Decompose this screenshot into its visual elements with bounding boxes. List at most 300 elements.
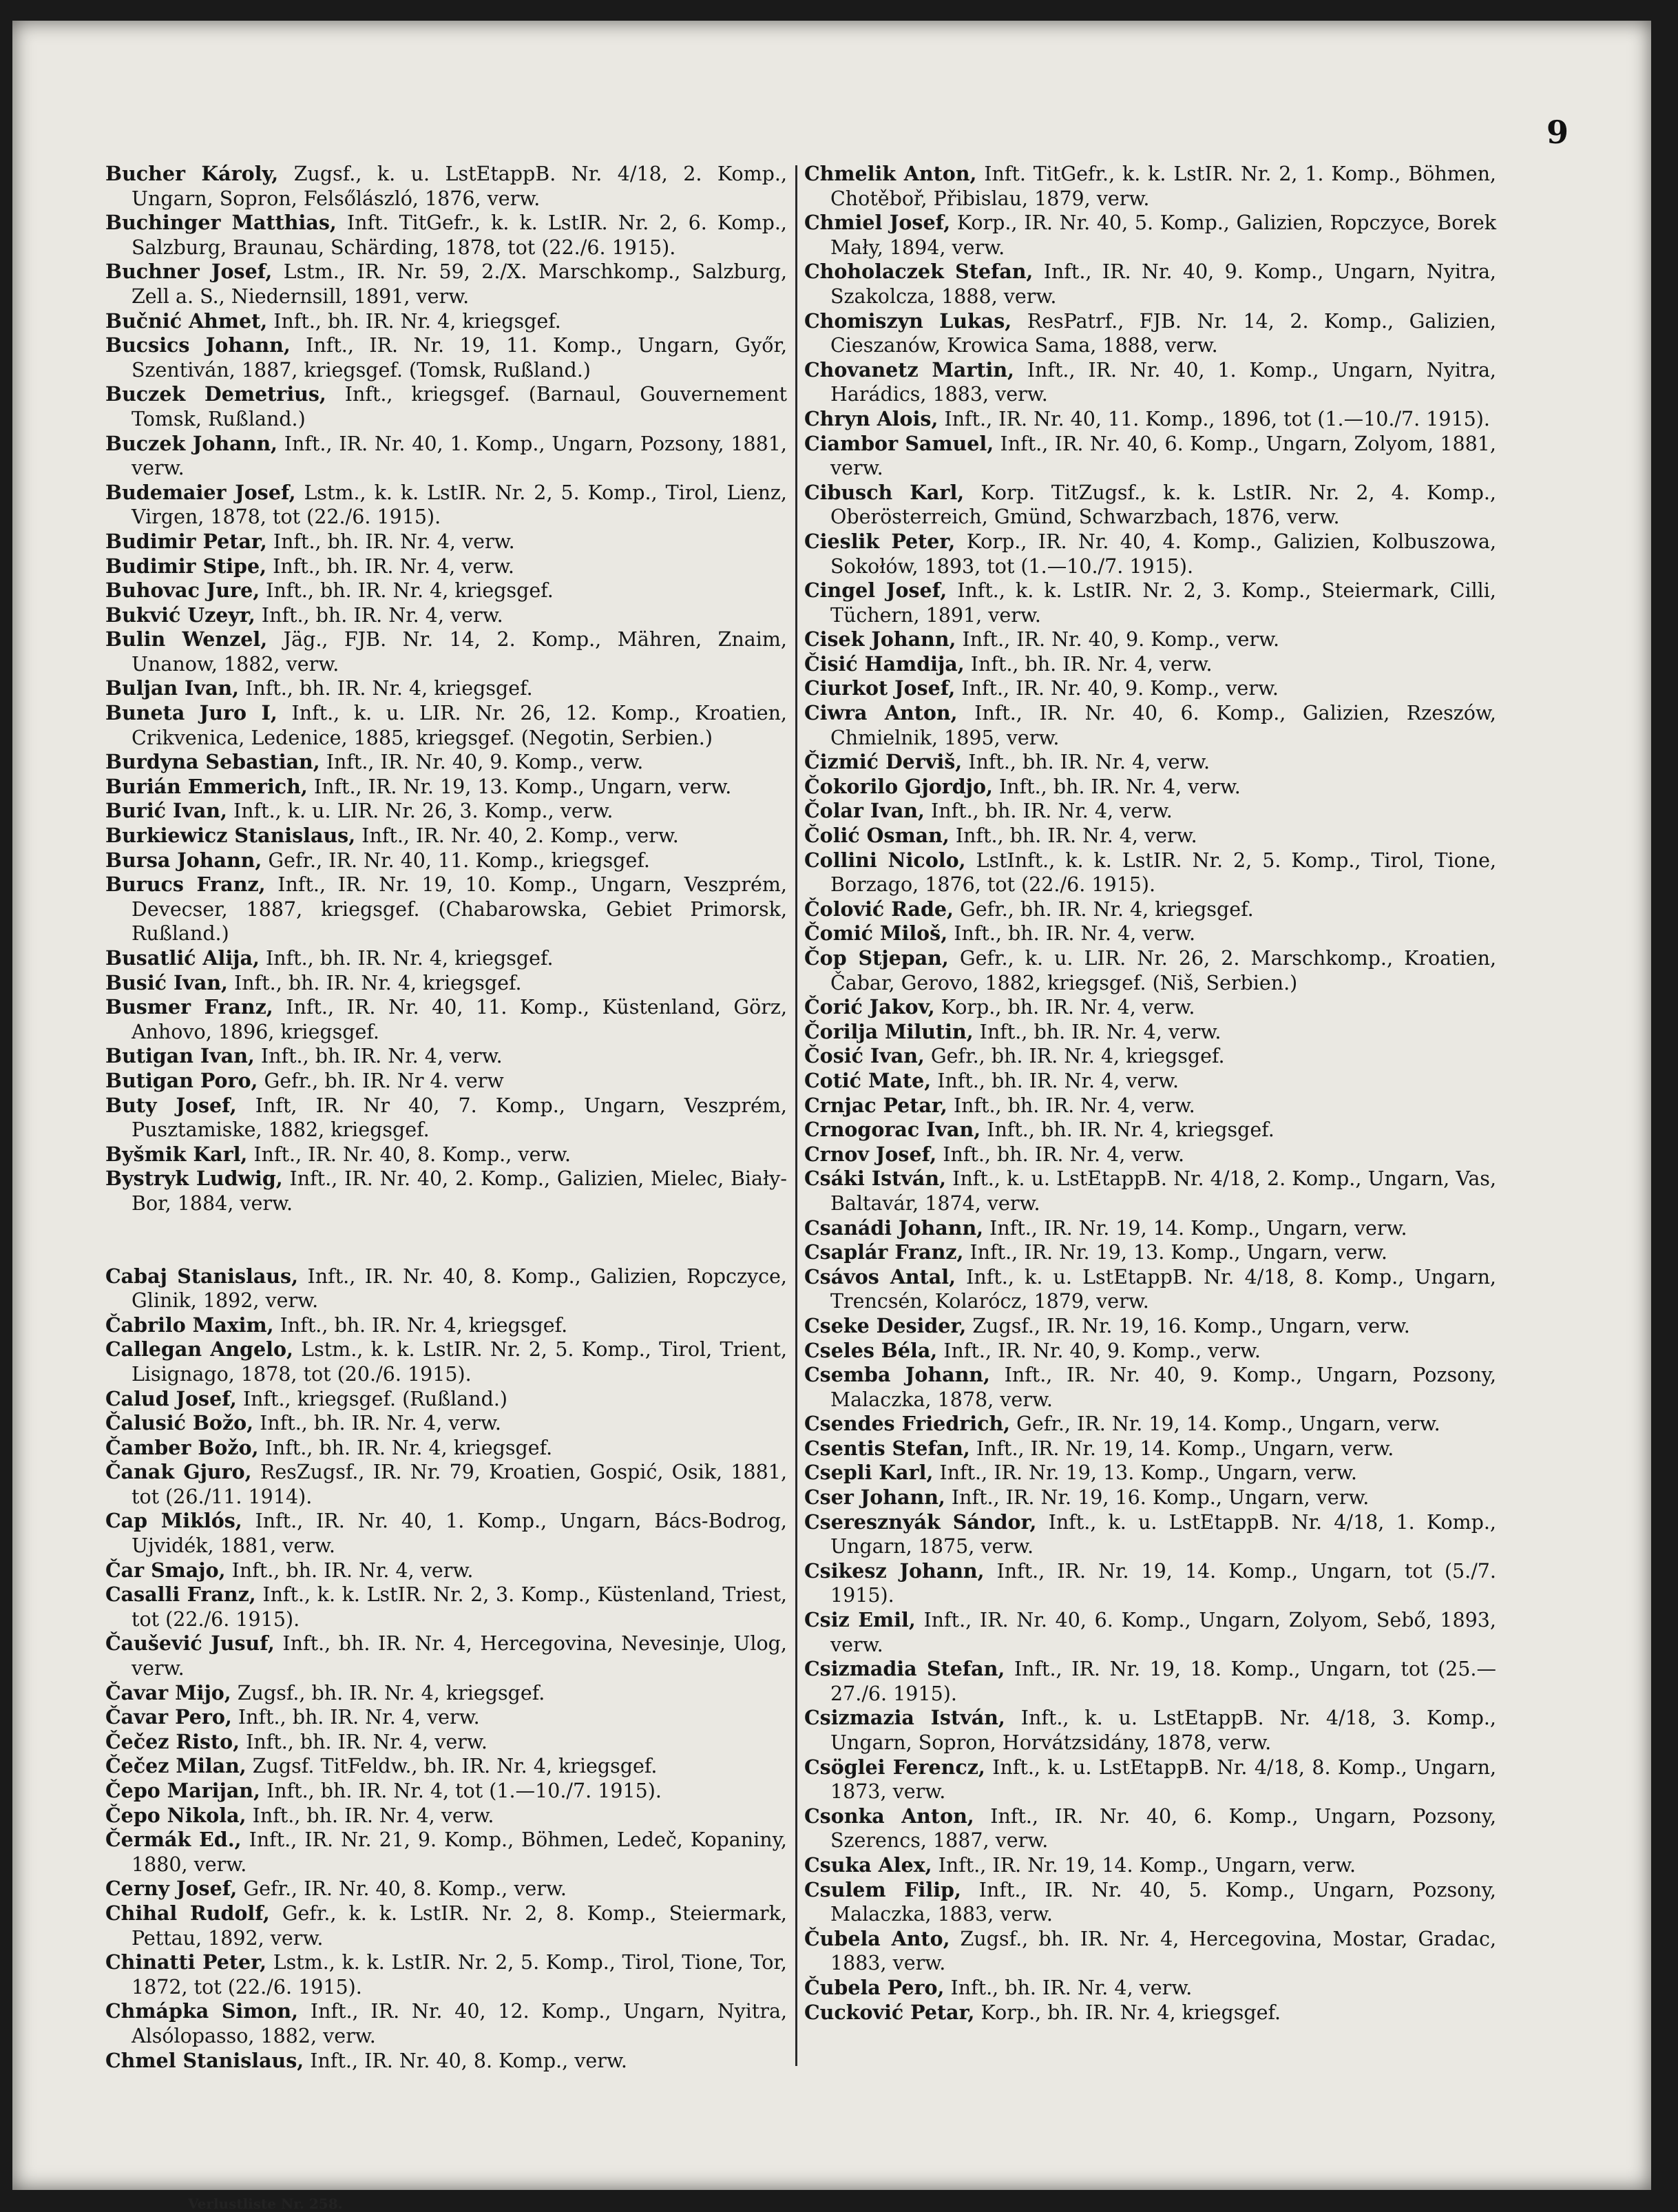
entry-name: Cotić Mate, [804,1068,932,1092]
page-number: 9 [1546,114,1569,151]
list-entry [105,1754,787,1779]
entry-name: Bulin Wenzel, [105,627,268,651]
list-entry [105,382,787,431]
list-entry [804,481,1496,530]
column-divider [795,165,797,2066]
entry-name: Čokorilo Gjordjo, [804,774,993,798]
list-entry [804,1608,1496,1657]
entry-name: Čorilja Milutin, [804,1019,974,1043]
entry-details: Inft. TitGefr., k. k. LstIR. Nr. 2, 1. Komp., Böhmen, Chotěboř, Přibislau, 1879, verw. [830,163,1496,210]
entry-name: Cingel Josef, [804,578,947,603]
entry-details: Inft., IR. Nr. 19, 14. Komp., Ungarn, verw. [932,1853,1356,1877]
entry-name: Čomić Miloš, [804,921,948,946]
entry-details: Gefr., bh. IR. Nr 4. verw [258,1069,504,1092]
entry-details: Inft., bh. IR. Nr. 4, verw. [255,603,503,627]
entry-name: Burdyna Sebastian, [105,750,320,774]
list-entry [105,1069,787,1094]
entry-details: Inft., IR. Nr. 19, 18. Komp., Ungarn, tot (25.—27./6. 1915). [830,1658,1496,1705]
entry-details: Zugsf., bh. IR. Nr. 4, Hercegovina, Mostar, Gradac, 1883, verw. [830,1927,1497,1975]
entry-details: Inft., k. k. LstIR. Nr. 2, 3. Komp., Steiermark, Cilli, Tüchern, 1891, verw. [830,579,1496,627]
entry-details: Zugsf. TitFeldw., bh. IR. Nr. 4, kriegsgef. [246,1755,658,1778]
entry-name: Csepli Karl, [804,1461,934,1485]
entry-details: Inft., bh. IR. Nr. 4, verw. [947,1094,1195,1117]
entry-name: Chihal Rudolf, [105,1901,270,1925]
entry-details: Jäg., FJB. Nr. 14, 2. Komp., Mähren, Znaim, Unanow, 1882, verw. [132,628,787,676]
list-entry [105,530,787,554]
entry-name: Buhovac Jure, [105,578,260,603]
entry-details: Inft., bh. IR. Nr. 4, verw. [992,775,1241,798]
entry-name: Čubela Pero, [804,1975,945,1999]
entry-details: Korp., IR. Nr. 40, 5. Komp., Galizien, Ropczyce, Borek Mały, 1894, verw. [830,211,1496,259]
column-right [804,162,1496,2025]
entry-name: Čisić Hamdija, [804,651,965,676]
list-entry [804,1804,1496,1853]
entry-details: Inft., bh. IR. Nr. 4, verw. [947,922,1196,946]
entry-name: Čabrilo Maxim, [105,1313,274,1337]
entry-name: Csuka Alex, [804,1853,932,1877]
entry-name: Busić Ivan, [105,970,228,994]
entry-details: Gefr., IR. Nr. 40, 8. Komp., verw. [237,1877,567,1901]
entry-details: Inft., IR. Nr. 19, 14. Komp., Ungarn, verw. [969,1437,1394,1460]
entry-name: Chmel Stanislaus, [105,2048,304,2072]
list-entry [804,260,1496,309]
entry-details: Inft., IR. Nr. 19, 13. Komp., Ungarn, verw. [963,1241,1387,1264]
section-gap [105,1216,787,1264]
entry-name: Csöglei Ferencz, [804,1755,985,1779]
entry-name: Csendes Friedrich, [804,1412,1011,1436]
entry-details: Inft., IR. Nr. 40, 9. Komp., verw. [937,1339,1261,1362]
list-entry [105,1264,787,1313]
entry-details: Inft., IR. Nr. 40, 5. Komp., Ungarn, Pozsony, Malaczka, 1883, verw. [830,1878,1496,1926]
entry-details: Inft., IR. Nr. 40, 1. Komp., Ungarn, Pozsony, 1881, verw. [132,432,787,480]
entry-details: Inft., kriegsgef. (Barnaul, Gouvernement Tomsk, Rußland.) [132,383,788,430]
entry-details: Inft., k. u. LIR. Nr. 26, 3. Komp., verw. [227,800,613,823]
entry-details: Inft., bh. IR. Nr. 4, verw. [949,824,1197,848]
entry-name: Busatlić Alija, [105,946,260,970]
entry-name: Chmápka Simon, [105,1999,299,2023]
entry-details: Inft., IR. Nr. 40, 6. Komp., Ungarn, Zolyom, Sebő, 1893, verw. [830,1609,1496,1656]
entry-details: Inft., bh. IR. Nr. 4, kriegsgef. [980,1118,1275,1142]
entry-name: Casalli Franz, [105,1583,256,1607]
entry-details: Gefr., IR. Nr. 40, 11. Komp., kriegsgef. [262,848,650,872]
entry-name: Buljan Ivan, [105,676,240,700]
entry-name: Čamber Božo, [105,1435,259,1459]
entry-details: Inft., bh. IR. Nr. 4, verw. [240,1730,487,1753]
entry-name: Čar Smajo, [105,1558,226,1582]
list-entry [105,1631,787,1680]
list-entry [804,1510,1496,1559]
list-entry [105,1411,787,1436]
list-entry [804,921,1496,946]
entry-name: Csanádi Johann, [804,1215,984,1240]
list-entry [804,1461,1496,1485]
list-entry [105,309,787,334]
entry-name: Csizmadia Stefan, [804,1657,1005,1681]
entry-details: ResZugsf., IR. Nr. 79, Kroatien, Gospić, Osik, 1881, tot (26./11. 1914). [132,1461,787,1508]
entry-name: Cieslik Peter, [804,529,956,553]
entry-details: Inft., bh. IR. Nr. 4, verw. [246,1804,494,1827]
entry-details: Inft., k. u. LstEtappB. Nr. 4/18, 8. Komp., Ungarn, 1873, verw. [830,1755,1496,1804]
list-entry [105,824,787,848]
list-entry [105,1681,787,1706]
entry-details: Inft., bh. IR. Nr. 4, verw. [253,1412,501,1435]
entry-name: Cser Johann, [804,1485,945,1510]
entry-details: Zugsf., k. u. LstEtappB. Nr. 4/18, 2. Komp., Ungarn, Sopron, Felsőlászló, 1876, verw. [132,163,788,210]
list-entry [804,1755,1496,1804]
entry-details: Inft., bh. IR. Nr. 4, verw. [973,1020,1221,1043]
entry-name: Čizmić Derviš, [804,750,963,774]
list-entry [804,1118,1496,1142]
entry-details: Inft., bh. IR. Nr. 4, verw. [225,1558,474,1582]
list-entry [105,1142,787,1167]
entry-details: Inft., bh. IR. Nr. 4, kriegsgef. [258,1436,553,1459]
list-entry [105,554,787,579]
entry-details: Inft., IR. Nr. 40, 9. Komp., verw. [319,751,644,774]
entry-name: Čolar Ivan, [804,799,925,823]
entry-name: Csemba Johann, [804,1363,990,1387]
list-entry [105,1337,787,1386]
entry-name: Čosić Ivan, [804,1044,925,1068]
entry-name: Csulem Filip, [804,1877,961,1901]
entry-details: Inft., IR. Nr. 40, 2. Komp., Galizien, Mielec, Biały-Bor, 1884, verw. [132,1167,787,1215]
entry-name: Burić Ivan, [105,799,227,823]
entry-details: Inft., IR. Nr. 19, 11. Komp., Ungarn, Győr, Szentiván, 1887, kriegsgef. (Tomsk, Rußland.) [132,334,788,382]
entry-details: Korp., IR. Nr. 40, 4. Komp., Galizien, Kolbuszowa, Sokołów, 1893, tot (1.—10./7. 1915). [830,530,1497,578]
list-entry [804,799,1496,824]
entry-details: Inft., IR. Nr. 40, 9. Komp., Ungarn, Pozsony, Malaczka, 1878, verw. [830,1364,1496,1411]
entry-details: Inft., IR. Nr. 40, 8. Komp., verw. [304,2049,627,2072]
list-entry [105,1999,787,2048]
entry-details: Gefr., bh. IR. Nr. 4, kriegsgef. [924,1045,1225,1068]
entry-details: Inft., IR. Nr. 40, 8. Komp., Galizien, Ropczyce, Glinik, 1892, verw. [132,1264,787,1313]
entry-name: Burián Emmerich, [105,774,308,798]
entry-name: Cerny Josef, [105,1877,238,1901]
list-entry [804,824,1496,848]
entry-name: Chmiel Josef, [804,211,951,235]
entry-details: Gefr., k. k. LstIR. Nr. 2, 8. Komp., Steiermark, Pettau, 1892, verw. [132,1901,787,1950]
list-entry [804,2001,1496,2025]
list-entry [804,1314,1496,1339]
entry-name: Cseke Desider, [804,1313,967,1337]
entry-details: Inft., bh. IR. Nr. 4, tot (1.—10./7. 1915). [260,1780,662,1802]
list-entry [804,676,1496,701]
entry-details: Inft., IR. Nr. 40, 9. Komp., verw. [955,677,1279,700]
scanned-page [12,21,1651,2212]
list-entry [804,1412,1496,1437]
entry-details: Inft., bh. IR. Nr. 4, verw. [944,1976,1193,1999]
entry-name: Čolić Osman, [804,824,950,848]
entry-name: Csáki István, [804,1167,947,1191]
list-entry [804,750,1496,775]
entry-name: Čanak Gjuro, [105,1460,252,1484]
list-entry [105,1705,787,1730]
entry-details: Inft., IR. Nr. 40, 6. Komp., Ungarn, Pozsony, Szerencs, 1887, verw. [830,1804,1497,1853]
entry-name: Buchinger Matthias, [105,211,337,235]
list-entry [804,1339,1496,1364]
entry-details: Inft., IR. Nr. 40, 8. Komp., verw. [247,1142,571,1166]
entry-details: Inft., IR. Nr. 40, 9. Komp., Ungarn, Nyitra, Szakolcza, 1888, verw. [830,260,1496,308]
list-entry [804,1240,1496,1265]
entry-details: Lstm., k. k. LstIR. Nr. 2, 5. Komp., Tirol, Lienz, Virgen, 1878, tot (22./6. 1915). [132,481,787,529]
list-entry [804,701,1496,750]
list-entry [804,530,1496,578]
list-entry [105,627,787,676]
list-entry [105,676,787,701]
entry-name: Chinatti Peter, [105,1950,267,1974]
entry-details: Inft., IR. Nr. 19, 14. Komp., Ungarn, verw. [983,1216,1407,1240]
entry-name: Cibusch Karl, [804,480,965,504]
entry-details: Inft., bh. IR. Nr. 4, kriegsgef. [259,947,554,970]
list-entry [804,309,1496,358]
entry-details: Inft., k. u. LstEtappB. Nr. 4/18, 2. Komp., Ungarn, Vas, Baltavár, 1874, verw. [830,1167,1496,1215]
entry-name: Bucsics Johann, [105,333,291,357]
entry-name: Buczek Demetrius, [105,382,326,406]
entry-details: Inft., bh. IR. Nr. 4, verw. [266,530,515,553]
entry-name: Crnogorac Ivan, [804,1118,981,1142]
list-entry [105,971,787,996]
entry-name: Chovanetz Martin, [804,357,1014,382]
entry-name: Callegan Angelo, [105,1337,293,1361]
entry-details: Inft., bh. IR. Nr. 4, kriegsgef. [267,309,561,333]
list-entry [105,775,787,800]
list-entry [804,1216,1496,1241]
entry-details: Inft., bh. IR. Nr. 4, kriegsgef. [273,1313,568,1337]
list-entry [804,578,1496,627]
list-entry [105,1460,787,1509]
entry-details: Inft., bh. IR. Nr. 4, verw. [924,800,1173,823]
entry-details: Inft., IR. Nr. 19, 13. Komp., Ungarn, verw. [933,1461,1357,1485]
entry-name: Csentis Stefan, [804,1436,970,1460]
entry-name: Chmelik Anton, [804,162,977,185]
list-entry [105,2049,787,2074]
entry-details: Korp., bh. IR. Nr. 4, verw. [934,996,1195,1019]
list-entry [804,1853,1496,1878]
list-entry [105,333,787,382]
entry-name: Čavar Mijo, [105,1680,231,1704]
list-entry [804,1485,1496,1510]
list-entry [105,799,787,824]
entry-name: Buczek Johann, [105,431,277,455]
entry-name: Cseresznyák Sándor, [804,1510,1037,1534]
list-entry [804,1706,1496,1755]
list-entry [804,1265,1496,1314]
list-entry [105,1167,787,1215]
list-entry [804,432,1496,481]
list-entry [105,1509,787,1558]
entry-details: Inft., kriegsgef. (Rußland.) [236,1387,507,1410]
entry-name: Csikesz Johann, [804,1558,985,1583]
list-entry [105,1950,787,1999]
list-entry [804,407,1496,432]
list-entry [105,1804,787,1828]
entry-name: Burucs Franz, [105,873,266,897]
entry-details: Inft., k. u. LstEtappB. Nr. 4/18, 1. Komp., Ungarn, 1875, verw. [830,1510,1496,1558]
entry-name: Bukvić Uzeyr, [105,603,255,627]
entry-name: Crnjac Petar, [804,1093,947,1117]
list-entry [804,946,1496,995]
list-entry [105,1730,787,1755]
entry-details: Inft., bh. IR. Nr. 4, verw. [962,751,1210,774]
entry-name: Budemaier Josef, [105,480,296,504]
list-entry [804,1878,1496,1927]
entry-details: Inft., IR. Nr. 21, 9. Komp., Böhmen, Ledeč, Kopaniny, 1880, verw. [132,1828,787,1876]
list-entry [105,260,787,309]
list-entry [105,750,787,775]
list-entry [804,1020,1496,1045]
entry-name: Čalusić Božo, [105,1411,254,1435]
entry-name: Čaušević Jusuf, [105,1631,275,1656]
entry-details: Inft., k. u. LIR. Nr. 26, 12. Komp., Kroatien, Crikvenica, Ledenice, 1885, kriegsgef. (Negotin, Serbien.) [132,702,787,749]
entry-name: Cucković Petar, [804,2000,975,2024]
list-entry [105,995,787,1044]
list-entry [105,1044,787,1069]
list-entry [105,1436,787,1461]
entry-name: Budimir Petar, [105,529,267,553]
entry-name: Burkiewicz Stanislaus, [105,824,356,848]
list-entry [804,652,1496,677]
list-entry [105,701,787,750]
list-entry [105,603,787,628]
entry-details: Inft., k. k. LstIR. Nr. 2, 3. Komp., Küstenland, Triest, tot (22./6. 1915). [132,1583,787,1631]
entry-details: Inft., IR. Nr. 19, 14. Komp., Ungarn, tot (5./7. 1915). [830,1559,1496,1607]
list-entry [105,873,787,946]
entry-details: Inft., k. u. LstEtappB. Nr. 4/18, 3. Komp., Ungarn, Sopron, Horvátzsidány, 1878, verw. [830,1707,1496,1754]
entry-name: Cabaj Stanislaus, [105,1264,299,1288]
list-entry [105,1877,787,1901]
list-entry [804,1069,1496,1094]
entry-name: Ciwra Anton, [804,701,958,725]
entry-details: Inft., IR. Nr. 40, 1. Komp., Ungarn, Nyitra, Harádics, 1883, verw. [830,358,1496,406]
entry-name: Cap Miklós, [105,1509,242,1533]
entry-name: Busmer Franz, [105,995,273,1019]
entry-name: Csizmazia István, [804,1706,1005,1730]
entry-details: Inft., bh. IR. Nr. 4, verw. [266,554,514,578]
entry-name: Bucher Károly, [105,162,279,185]
entry-details: Inft., bh. IR. Nr. 4, verw. [931,1069,1179,1092]
entry-details: Inft., IR. Nr. 19, 13. Komp., Ungarn, verw. [307,775,732,798]
list-entry [105,946,787,971]
entry-name: Bystryk Ludwig, [105,1167,283,1191]
entry-details: Inft., IR. Nr. 40, 1. Komp., Ungarn, Bács-Bodrog, Ujvidék, 1881, verw. [132,1510,787,1558]
entry-details: Inft., bh. IR. Nr. 4, kriegsgef. [239,677,533,700]
list-entry [804,1657,1496,1706]
list-entry [105,432,787,481]
list-entry [105,1558,787,1583]
entry-name: Čorić Jakov, [804,995,935,1019]
entry-details: Inft., IR. Nr. 19, 16. Komp., Ungarn, verw. [945,1486,1370,1510]
entry-name: Buty Josef, [105,1093,237,1117]
entry-details: Inft., k. u. LstEtappB. Nr. 4/18, 8. Komp., Ungarn, Trencsén, Kolarócz, 1879, verw. [830,1265,1496,1313]
entry-name: Butigan Poro, [105,1068,258,1092]
entry-name: Chryn Alois, [804,406,938,430]
list-entry [105,1094,787,1142]
list-entry [804,848,1496,897]
entry-name: Čubela Anto, [804,1926,950,1950]
entry-name: Choholaczek Stefan, [804,260,1034,284]
entry-details: Inft., IR. Nr. 40, 12. Komp., Ungarn, Nyitra, Alsólopasso, 1882, verw. [132,2000,788,2047]
entry-name: Csonka Anton, [804,1804,974,1828]
list-entry [105,1387,787,1412]
entry-details: Zugsf., bh. IR. Nr. 4, kriegsgef. [231,1681,545,1704]
entry-name: Calud Josef, [105,1386,237,1410]
entry-details: Inft., bh. IR. Nr. 4, verw. [231,1706,480,1729]
entry-details: Inft., bh. IR. Nr. 4, verw. [254,1045,503,1068]
entry-details: Gefr., k. u. LIR. Nr. 26, 2. Marschkomp., Kroatien, Čabar, Gerovo, 1882, kriegsgef. (Niš, Serbien.) [830,947,1496,994]
list-entry [804,162,1496,211]
entry-name: Bursa Johann, [105,848,262,872]
list-entry [804,1559,1496,1608]
entry-name: Čepo Marijan, [105,1779,260,1802]
entry-details: ResPatrf., FJB. Nr. 14, 2. Komp., Galizien, Cieszanów, Krowica Sama, 1888, verw. [830,309,1496,357]
entry-details: Inft., bh. IR. Nr. 4, Hercegovina, Nevesinje, Ulog, verw. [132,1632,787,1680]
list-entry [804,775,1496,800]
entry-details: Inft., IR. Nr. 40, 11. Komp., 1896, tot (1.—10./7. 1915). [938,407,1490,430]
entry-name: Bučnić Ahmet, [105,309,268,333]
footer-signature: Verlustliste Nr. 258. [188,2195,343,2212]
entry-name: Čečez Risto, [105,1729,240,1753]
list-entry [804,1142,1496,1167]
list-entry [804,1437,1496,1461]
entry-details: Inft., bh. IR. Nr. 4, kriegsgef. [260,579,554,603]
entry-details: Inft. TitGefr., k. k. LstIR. Nr. 2, 6. Komp., Salzburg, Braunau, Schärding, 1878, tot (22./6. 1915). [132,211,787,259]
entry-name: Čolović Rade, [804,897,954,921]
entry-details: Inft., IR. Nr. 40, 6. Komp., Ungarn, Zolyom, 1881, verw. [830,432,1496,480]
entry-name: Chomiszyn Lukas, [804,309,1012,333]
entry-details: Inft., IR. Nr. 40, 2. Komp., verw. [355,824,679,848]
list-entry [804,1927,1496,1976]
list-entry [105,1901,787,1950]
list-entry [804,1976,1496,2001]
entry-name: Ciambor Samuel, [804,431,994,455]
list-entry [804,1094,1496,1118]
entry-name: Čečez Milan, [105,1754,247,1778]
entry-name: Čermák Ed., [105,1828,242,1852]
list-entry [105,1779,787,1804]
entry-details: Lstm., k. k. LstIR. Nr. 2, 5. Komp., Tirol, Trient, Lisignago, 1878, tot (20./6. 1915). [132,1338,788,1386]
entry-details: Inft., IR. Nr. 40, 11. Komp., Küstenland, Görz, Anhovo, 1896, kriegsgef. [132,996,788,1043]
entry-name: Byšmik Karl, [105,1142,248,1166]
entry-details: Inft., IR. Nr. 40, 9. Komp., verw. [956,628,1280,651]
entry-details: Lstm., IR. Nr. 59, 2./X. Marschkomp., Salzburg, Zell a. S., Niedernsill, 1891, verw. [132,260,787,308]
entry-name: Csávos Antal, [804,1264,956,1288]
entry-details: Korp., bh. IR. Nr. 4, kriegsgef. [974,2001,1281,2024]
entry-details: Inft., bh. IR. Nr. 4, kriegsgef. [227,971,522,994]
entry-details: Zugsf., IR. Nr. 19, 16. Komp., Ungarn, verw. [966,1314,1410,1337]
entry-details: Inft., bh. IR. Nr. 4, verw. [964,652,1213,676]
entry-name: Cisek Johann, [804,627,956,651]
entry-name: Čepo Nikola, [105,1803,247,1827]
list-entry [105,211,787,260]
entry-details: Inft., bh. IR. Nr. 4, verw. [936,1142,1185,1166]
entry-name: Buchner Josef, [105,260,273,284]
entry-details: Lstm., k. k. LstIR. Nr. 2, 5. Komp., Tirol, Tione, Tor, 1872, tot (22./6. 1915). [132,1951,787,1999]
entry-name: Čop Stjepan, [804,946,949,970]
entry-name: Budimir Stipe, [105,554,267,578]
list-entry [105,1313,787,1338]
list-entry [105,578,787,603]
entry-details: Gefr., bh. IR. Nr. 4, kriegsgef. [953,897,1254,921]
list-entry [804,1167,1496,1215]
list-entry [105,162,787,211]
entry-name: Butigan Ivan, [105,1044,255,1068]
list-entry [804,1044,1496,1069]
entry-name: Csaplár Franz, [804,1240,964,1264]
entry-name: Čavar Pero, [105,1705,232,1729]
entry-details: Inft., IR. Nr. 40, 6. Komp., Galizien, Rzeszów, Chmielnik, 1895, verw. [830,702,1496,749]
entry-name: Cseles Béla, [804,1338,938,1362]
entry-name: Collini Nicolo, [804,848,966,872]
entry-details: Inft., IR. Nr. 19, 10. Komp., Ungarn, Veszprém, Devecser, 1887, kriegsgef. (Chabarowska, Gebiet Primorsk, Rußland.) [132,873,787,946]
